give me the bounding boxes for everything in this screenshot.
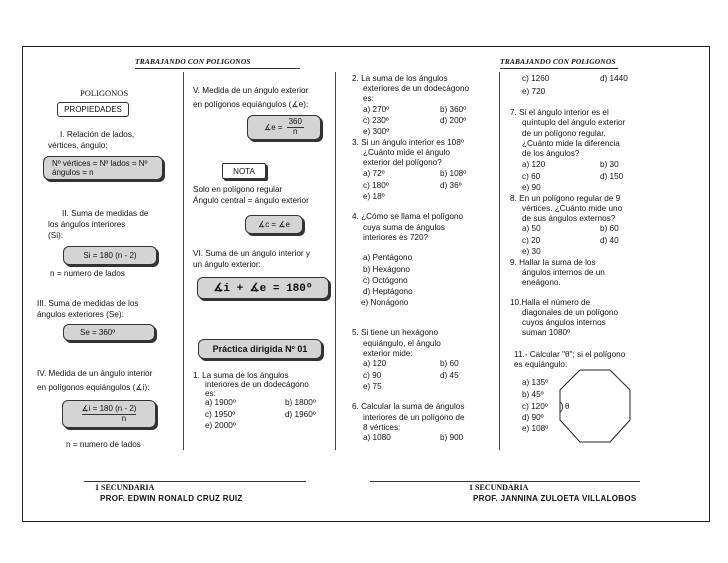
q5-option-e: e) 75 (363, 382, 382, 391)
footer-right-prof: PROF. JANNINA ZULOETA VILLALOBOS (473, 494, 637, 503)
q8-option-b: b) 60 (600, 224, 619, 233)
q6-line3: 8 vértices: (363, 423, 401, 432)
q4-line2: cuya suma de ángulos (363, 223, 445, 232)
formula-1-line1: Nº vértices = Nº lados = Nº (52, 159, 148, 168)
q11-line1: 11.- Calcular "θ"; si el polígono (514, 350, 626, 359)
q6-option-c: c) 1260 (522, 74, 550, 83)
formula-box-6 (245, 215, 303, 234)
section-2-line1: II. Suma de medidas de (62, 209, 149, 218)
q8-option-d: d) 40 (600, 236, 619, 245)
q6-option-e: e) 720 (522, 87, 546, 96)
q10-line4: suman 1080º (522, 328, 571, 337)
q3-option-c: c) 180º (363, 181, 389, 190)
footer-right-grade: 1 SECUNDARIA (469, 483, 529, 492)
q8-line3: de sus ángulos externos? (522, 214, 616, 223)
properties-box (57, 102, 129, 117)
q7-line1: 7. Si el ángulo interior es el (510, 108, 609, 117)
q4-option-e: e) Nonágono (361, 298, 409, 307)
q9-line2: ángulos internos de un (522, 268, 605, 277)
formula-6: ∡c = ∡e (258, 220, 290, 229)
q4-line1: 4. ¿Cómo se llama el polígono (352, 212, 464, 221)
q2-option-d: d) 200º (440, 116, 467, 125)
header-right-underline (500, 68, 618, 69)
q6-line1: 6. Calcular la suma de ángulos (352, 402, 465, 411)
q2-option-a: a) 270º (363, 105, 390, 114)
formula-4-denominator: n (121, 413, 127, 423)
n-definition-2: n = numero de lados (66, 440, 141, 449)
q2-option-c: c) 230º (363, 116, 389, 125)
q4-option-c: c) Octógono (363, 276, 408, 285)
formula-box-5 (247, 115, 321, 140)
q6-option-a: a) 1080 (363, 433, 391, 442)
q1-option-b: b) 1800º (285, 398, 316, 407)
divider-3 (499, 72, 500, 450)
footer-left-prof: PROF. EDWIN RONALD CRUZ RUIZ (100, 494, 243, 503)
divider-2 (335, 72, 336, 450)
theta-label: θ (565, 402, 570, 411)
q5-option-b: b) 60 (440, 359, 459, 368)
header-left-underline (135, 68, 300, 69)
q3-option-e: e) 18º (363, 192, 385, 201)
practice-title: Práctica dirigida Nº 01 (212, 344, 308, 354)
q8-option-e: e) 30 (522, 247, 541, 256)
q11-option-b: b) 45º (522, 390, 544, 399)
q1-line3: es: (205, 389, 216, 398)
q4-option-b: b) Hexágono (363, 265, 410, 274)
formula-7: ∡i + ∡e = 180º (213, 283, 313, 295)
nota-line1: Solo en polígono regular (193, 185, 283, 194)
q3-line1: 3. Si un ángulo interior es 108º (352, 138, 464, 147)
q1-option-c: c) 1950º (205, 410, 236, 419)
q2-option-e: e) 300º (363, 127, 390, 136)
q4-line3: interiores es 720? (363, 233, 429, 242)
q5-line1: 5. Si tiene un hexágono (352, 328, 439, 337)
section-1-line1: I. Relación de lados, (60, 130, 135, 139)
q8-line1: 8. En un polígono regular de 9 (510, 194, 621, 203)
q7-line4: ¿Cuánto mide la diferencia (522, 139, 620, 148)
q7-line2: quíntuplo del ángulo exterior (522, 118, 626, 127)
q1-option-d: d) 1960º (285, 410, 316, 419)
q3-option-a: a) 72º (363, 169, 385, 178)
q7-option-a: a) 120 (522, 160, 546, 169)
header-right: TRABAJANDO CON POLIGONOS (500, 57, 616, 66)
q1-line1: 1. La suma de los ángulos (193, 371, 289, 380)
q10-line1: 10.Halla el número de (510, 298, 591, 307)
section-3-line1: III. Suma de medidas de los (37, 299, 139, 308)
q11-option-a: a) 135º (522, 378, 549, 387)
q3-option-b: b) 108º (440, 169, 467, 178)
q1-option-a: a) 1900º (205, 398, 236, 407)
n-definition-1: n = numero de lados (50, 269, 125, 278)
formula-box-2 (63, 246, 157, 265)
q2-line1: 2. La suma de los ángulos (352, 74, 448, 83)
formula-box-4 (62, 400, 156, 428)
q2-line3: es: (363, 94, 374, 103)
q8-line2: vértices. ¿Cuánto mide uno (522, 204, 623, 213)
q1-line2: interiores de un dodecágono (205, 380, 309, 389)
formula-1-line2: ángulos = n (52, 168, 94, 177)
section-2-line2: los ángulos interiores (48, 220, 126, 229)
formula-box-1 (43, 156, 163, 180)
q5-line3: exterior mide: (363, 349, 413, 358)
formula-box-3 (63, 324, 155, 341)
section-6-line2: un ángulo exterior: (193, 260, 261, 269)
practice-title-box (198, 339, 322, 359)
formula-5-numerator: 360 (288, 117, 302, 127)
q3-option-d: d) 36º (440, 181, 462, 190)
q5-line2: equiángulo, el ángulo (363, 339, 441, 348)
q11-option-e: e) 108º (522, 424, 549, 433)
header-left: TRABAJANDO CON POLIGONOS (135, 57, 251, 66)
q6-option-b: b) 900 (440, 433, 464, 442)
nota-box (222, 163, 266, 179)
q7-line3: de un polígono regular. (522, 129, 606, 138)
q9-line3: eneágono. (522, 278, 561, 287)
q7-line5: de los ángulos? (522, 149, 580, 158)
section-2-line3: (Si): (48, 231, 64, 240)
q11-option-d: d) 90º (522, 413, 544, 422)
footer-left-grade: 1 SECUNDARIA (95, 483, 155, 492)
q2-option-b: b) 360º (440, 105, 467, 114)
q11-line2: es equiángulo: (514, 360, 568, 369)
section-4-line2: en polígonos equiángulos (∡i): (37, 383, 150, 392)
nota-label: NOTA (233, 166, 255, 176)
formula-5-left: ∡e = (264, 123, 283, 132)
q7-option-c: c) 60 (522, 172, 541, 181)
q2-line2: exteriores de un dodecágono (363, 84, 470, 93)
q7-option-e: e) 90 (522, 183, 541, 192)
q4-option-d: d) Heptágono (363, 287, 413, 296)
q5-option-c: c) 90 (363, 371, 382, 380)
q3-line3: exterior del polígono? (363, 158, 442, 167)
q10-line2: diagonales de un polígono (522, 308, 619, 317)
q3-line2: ¿Cuánto mide el ángulo (363, 148, 450, 157)
q6-option-d: d) 1440 (600, 74, 628, 83)
q7-option-d: d) 150 (600, 172, 624, 181)
formula-3: Se = 360º (80, 328, 116, 337)
footer-left-rule (84, 481, 306, 482)
q7-option-b: b) 30 (600, 160, 619, 169)
col1-title: POLIGONOS (80, 88, 129, 98)
formula-2: Si = 180 (n - 2) (83, 251, 137, 260)
formula-5-denominator: n (293, 127, 298, 136)
divider-1 (183, 72, 184, 450)
q10-line3: cuyos ángulos internos (522, 318, 606, 327)
properties-label: PROPIEDADES (64, 105, 122, 114)
q6-line2: interiores de un polígono de (363, 413, 465, 422)
section-3-line2: ángulos exteriores (Se): (37, 310, 124, 319)
section-1-line2: vértices, ángulo: (48, 141, 108, 150)
q4-option-a: a) Pentágono (363, 253, 413, 262)
q8-option-c: c) 20 (522, 236, 541, 245)
section-5-line2: en polígonos equiángulos (∡e): (193, 100, 309, 109)
q5-option-a: a) 120 (363, 359, 387, 368)
formula-4-numerator: ∡i = 180 (n - 2) (81, 403, 137, 413)
q5-option-d: d) 45 (440, 371, 459, 380)
footer-right-rule (370, 481, 640, 482)
section-6-line1: VI. Suma de un ángulo interior y (193, 249, 310, 258)
formula-box-7 (197, 277, 329, 299)
q9-line1: 9. Hallar la suma de los (510, 258, 596, 267)
section-4-line1: IV. Medida de un ángulo interior (37, 369, 153, 378)
q11-option-c: c) 120º (522, 402, 548, 411)
nota-line2: Ángulo central = ángulo exterior (193, 196, 309, 205)
q8-option-a: a) 50 (522, 224, 541, 233)
q1-option-e: e) 2000º (205, 421, 236, 430)
section-5-line1: V. Medida de un ángulo exterior (193, 86, 309, 95)
